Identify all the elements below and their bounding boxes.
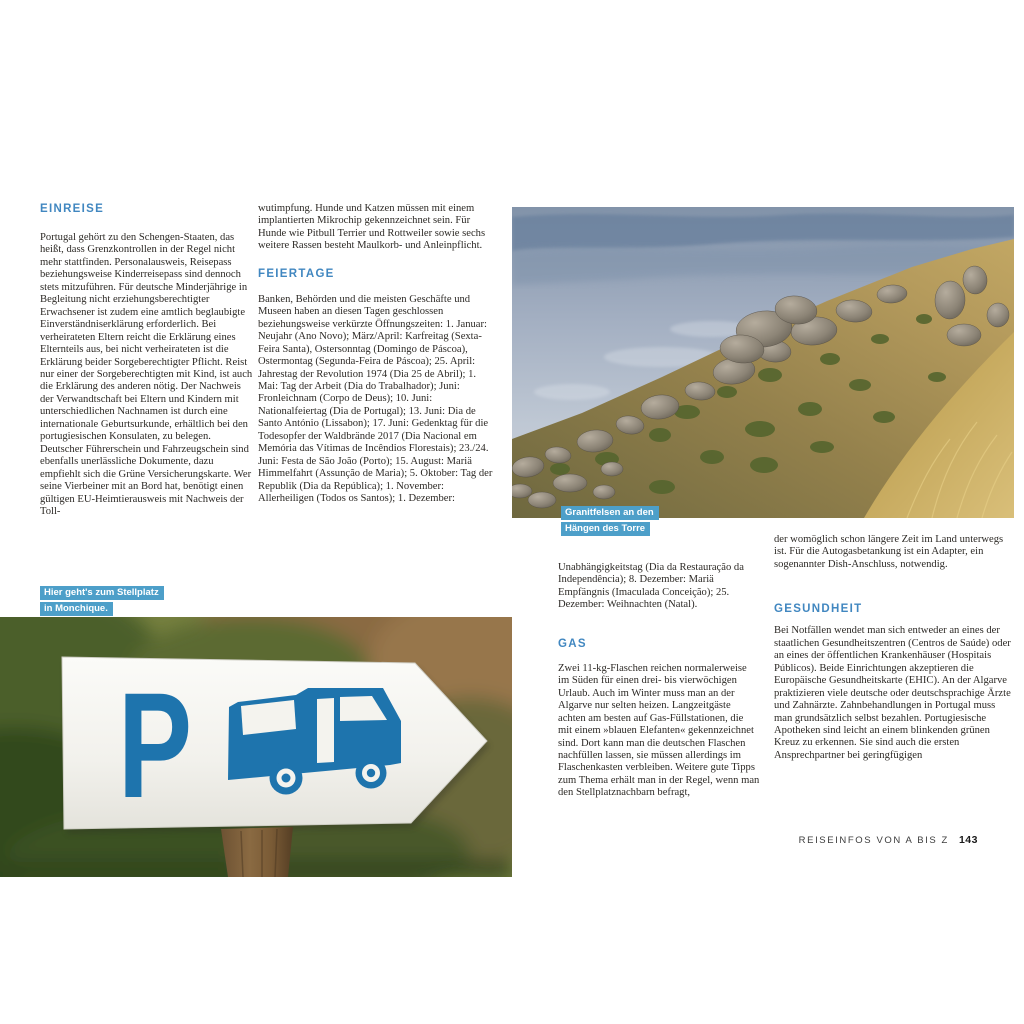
caption-stellplatz-line1: Hier geht's zum Stellplatz (40, 586, 164, 600)
einreise-continued-text: wutimpfung. Hunde und Katzen müssen mit einem implantierten Mikrochip gekennzeichnet sein. Für Hunde wie Pitbull Terrier und Rottweiler sowie sechs weitere Rassen besteht Maulkorb- und Anleinpflicht. (258, 203, 486, 252)
page-footer (799, 834, 978, 846)
wooden-post (221, 827, 293, 877)
feiertage-body-text: Banken, Behörden und die meisten Geschäfte und Museen haben an diesen Tagen geschlossen beziehungsweise verkürzte Öffnungszeiten: 1. Januar: Neujahr (Ano Novo); März/April: Karfreitag (Sexta-Feira Santa), Ostersonntag (Domingo de Páscoa), Ostermontag (Segunda-Feira de Páscoa); 25. April: Jahrestag der Revolution 1974 (Dia 25 de Abril); 1. Mai: Tag der Arbeit (Dia do Trabalhador); Juni: Fronleichnam (Corpo de Deus); 10. Juni: Nationalfeiertag (Dia de Portugal); 13. Juni: Dia de Santo António (Lissabon); 17. Juni: Gedenktag für die Todesopfer der Waldbrände 2017 (Dia Nacional em Memória das Vítimas de Incêndios Florestais); 23./24. Juni: Festa de São João (Porto); 15. August: Mariä Himmelfahrt (Assunção de Maria); 5. Oktober: Tag der Republik (Dia da República); 1. November: Allerheiligen (Todos os Santos); 1. Dezember: (258, 293, 493, 505)
section-einreise (40, 203, 256, 518)
caption-granite-line1: Granitfelsen an den (561, 506, 659, 520)
heading-gas: GAS (558, 637, 587, 650)
caption-granite (561, 506, 659, 536)
einreise-body-text: Portugal gehört zu den Schengen-Staaten, das heißt, dass Grenzkontrollen in der Regel nicht mehr stattfinden. Personalausweis, Reisepass beziehungsweise Kinderreisepass sind dennoch stets mitzuführen. Für deutsche Minderjährige in Begleitung nicht erziehungsberechtigter Erwachsener ist zudem eine amtlich beglaubigte Einverständniserklärung erforderlich. Bei verheirateten Eltern reicht die Erklärung eines Elternteils aus, bei nicht verheirateten ist die Erklärung beider Sorgeberechtigter Pflicht. Reist nur einer der Sorgeberechtigten mit Kind, ist auch die Erklärung des anderen nötig. Der Nachweis der Verwandtschaft bei Eltern und Kindern mit unterschiedlichen Nachnamen ist durch eine internationale Geburtsurkunde, erhältlich bei den portugiesischen Konsulaten, zu belegen. Deutscher Führerschein und Fahrzeugschein sind ebenfalls unerlässliche Dokumente, dazu empfiehlt sich die Grüne Versicherungskarte. Wer seine Vierbeiner mit an Bord hat, benötigt einen gültigen EU-Heimtierausweis mit Nachweis der Toll- (40, 232, 253, 517)
heading-gesundheit: GESUNDHEIT (774, 603, 863, 616)
heading-einreise: EINREISE (40, 203, 105, 215)
stellplatz-sign-graphic (0, 617, 512, 877)
sign-letter-p: P (118, 661, 193, 829)
granite-landscape-graphic (512, 207, 1014, 518)
section-gas (558, 562, 760, 800)
feiertage-continued-text: Unabhängigkeitstag (Dia da Restauração da Independência); 8. Dezember: Mariä Empfängnis (Imaculada Conceição); 25. Dezember: Weihnachten (Natal). (558, 562, 744, 611)
page-number: 143 (958, 834, 978, 846)
heading-feiertage: FEIERTAGE (258, 267, 335, 280)
gas-continued-text: der womöglich schon längere Zeit im Land unterwegs ist. Für die Autogasbetankung ist ein Adapter, ein sogenannter Dish-Anschluss, notwendig. (774, 534, 1004, 570)
gas-body-text: Zwei 11-kg-Flaschen reichen normalerweise im Süden für einen drei- bis vierwöchigen Urlaub. Auch im Winter muss man an der Algarve nur selten heizen. Langzeitgäste achten am besten auf Gas-Füllstationen, die mit einem »blauen Elefanten« gekennzeichnet sind. Dort kann man die deutschen Flaschen nachfüllen lassen, sie müssen allerdings im Flaschenkasten verbleiben. Weitere gute Tipps zum Thema erhält man in der Regel, wenn man den Stellplatznachbarn befragt, (558, 662, 760, 799)
footer-running-title: REISEINFOS VON A BIS Z (798, 835, 949, 846)
gesundheit-body-text: Bei Notfällen wendet man sich entweder an eines der staatlichen Gesundheitszentren (Centros de Saúde) oder an eines der öffentlichen Krankenhäuser (Hospitais Públicos). Beide Einrichtungen akzeptieren die Europäische Gesundheitskarte (EHIC). An der Algarve praktizieren viele deutsche oder deutschsprachige Ärzte und Zahnärzte. Zahnbehandlungen in Portugal muss man grundsätzlich selbst bezahlen. Portugiesische Apotheken sind leicht an einem blinkenden grünen Kreuz zu erkennen. Sie sind auch die ersten Ansprechpartner bei geringfügigen (774, 625, 1011, 761)
section-feiertage (258, 203, 498, 506)
photo-granite-rocks (512, 207, 1014, 518)
caption-stellplatz-line2: in Monchique. (40, 602, 113, 616)
caption-granite-line2: Hängen des Torre (561, 522, 650, 536)
photo-stellplatz-sign (0, 617, 512, 877)
section-gesundheit (774, 534, 1011, 762)
caption-stellplatz (40, 586, 164, 616)
